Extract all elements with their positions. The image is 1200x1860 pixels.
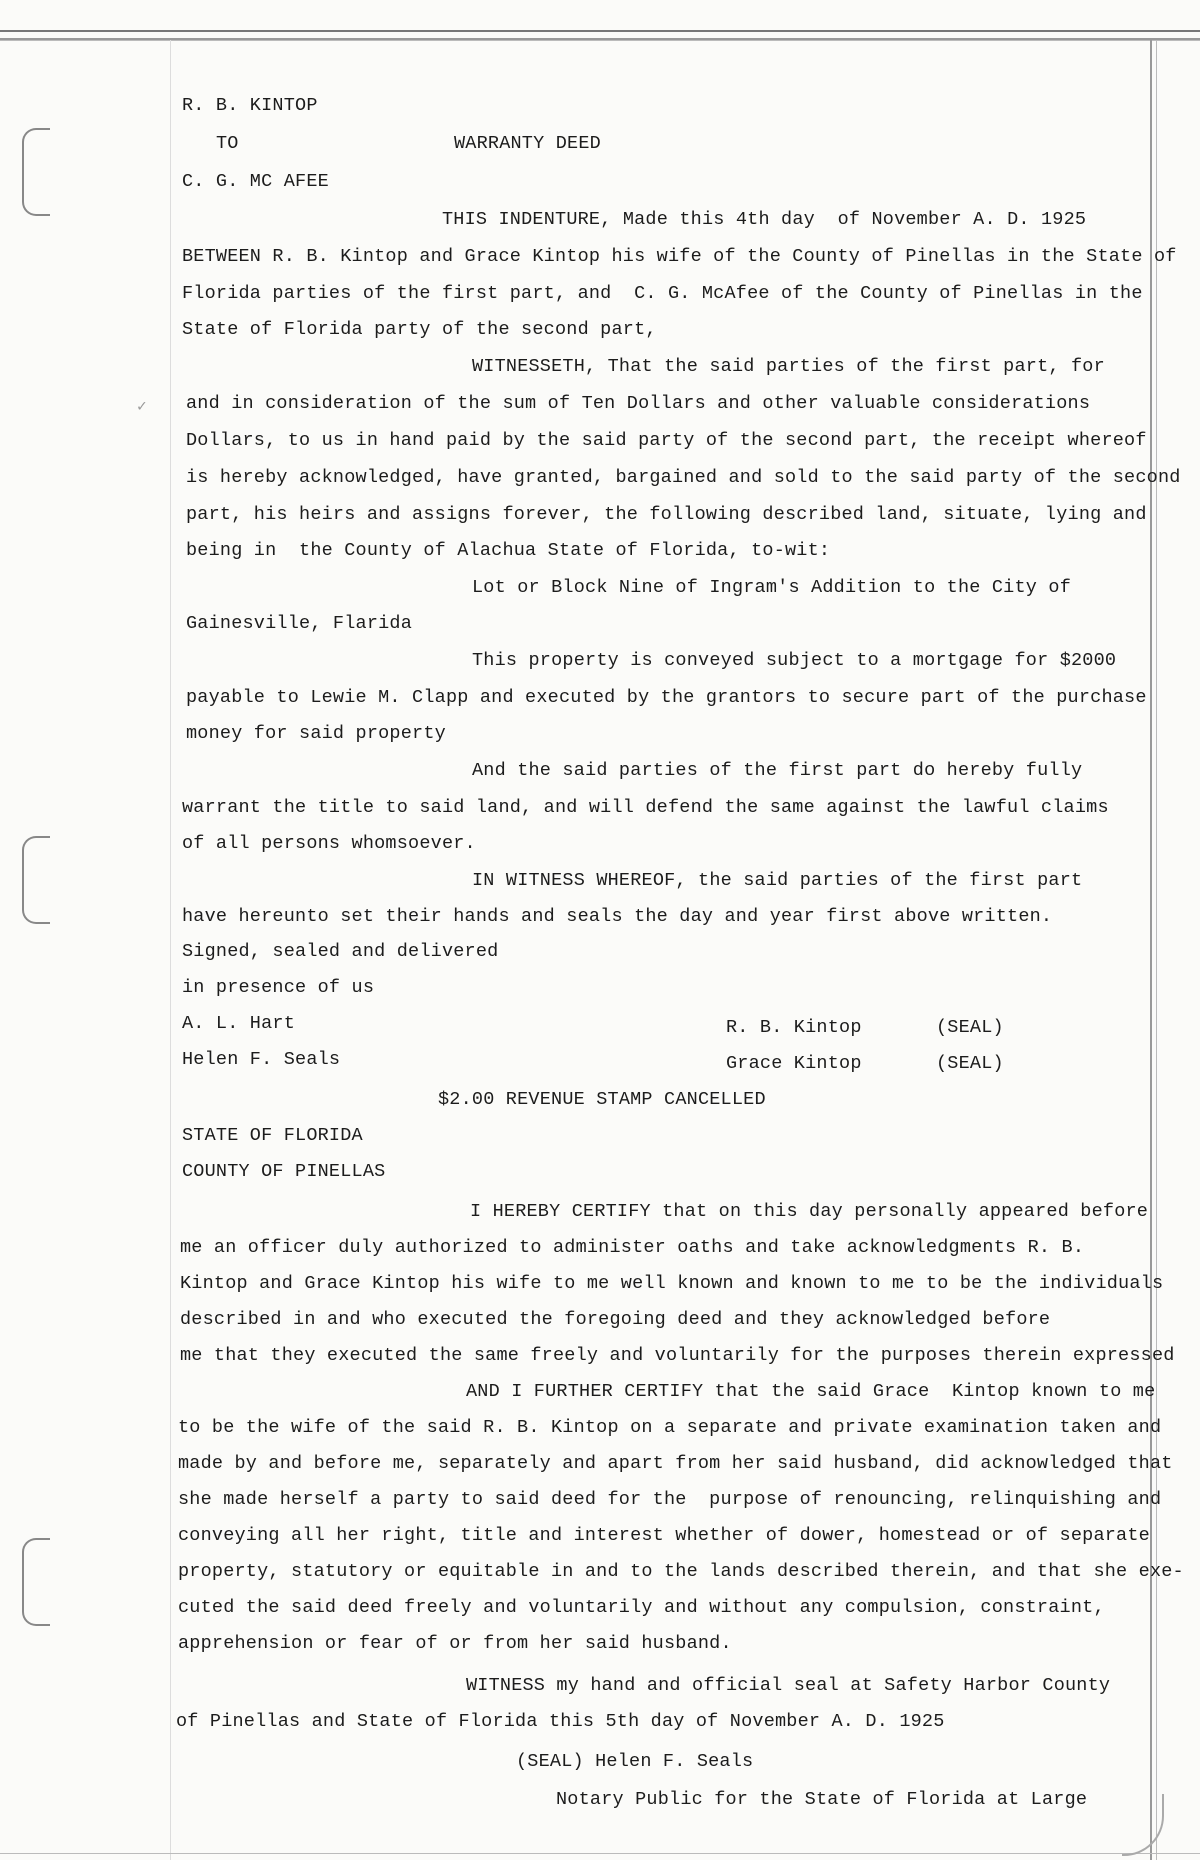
body-line: is hereby acknowledged, have granted, bargained and sold to the said party of the second: [186, 467, 1181, 488]
body-line: money for said property: [186, 723, 446, 744]
legal-description: Gainesville, Flarida: [186, 613, 413, 634]
body-line: Dollars, to us in hand paid by the said party of the second part, the receipt whereof: [186, 430, 1147, 451]
seal-label: (SEAL): [936, 1053, 1004, 1074]
document-title: WARRANTY DEED: [454, 133, 601, 154]
acknowledgment-line: made by and before me, separately and apart from her said husband, did acknowledged that: [178, 1453, 1173, 1474]
top-border-rule-thin: [0, 40, 1200, 41]
legal-description: Lot or Block Nine of Ingram's Addition to the City of: [472, 577, 1071, 598]
right-margin-rule-thin: [1156, 40, 1157, 1860]
body-line: State of Florida party of the second part,: [182, 319, 657, 340]
body-line: IN WITNESS WHEREOF, the said parties of the first part: [472, 870, 1083, 891]
acknowledgment-line: me an officer duly authorized to administer oaths and take acknowledgments R. B.: [180, 1237, 1085, 1258]
body-line: BETWEEN R. B. Kintop and Grace Kintop his wife of the County of Pinellas in the State of: [182, 246, 1177, 267]
bottom-border-rule: [0, 1853, 1200, 1854]
margin-check-mark-icon: ✓: [137, 398, 147, 416]
acknowledgment-line: conveying all her right, title and interest whether of dower, homestead or of separate: [178, 1525, 1150, 1546]
notary-witness-line: of Pinellas and State of Florida this 5th day of November A. D. 1925: [176, 1711, 945, 1732]
body-line: THIS INDENTURE, Made this 4th day of November A. D. 1925: [442, 209, 1087, 230]
binder-hole-icon: [22, 128, 50, 216]
acknowledgment-line: apprehension or fear of or from her said husband.: [178, 1633, 732, 1654]
grantor-name: R. B. KINTOP: [182, 95, 318, 116]
right-margin-rule: [1150, 40, 1152, 1860]
body-line: WITNESSETH, That the said parties of the first part, for: [472, 356, 1105, 377]
body-line: This property is conveyed subject to a mortgage for $2000: [472, 650, 1117, 671]
acknowledgment-line: she made herself a party to said deed for the purpose of renouncing, relinquishing and: [178, 1489, 1162, 1510]
body-line: have hereunto set their hands and seals the day and year first above written.: [182, 906, 1053, 927]
body-line: in presence of us: [182, 977, 375, 998]
binder-hole-icon: [22, 1538, 50, 1626]
acknowledgment-line: AND I FURTHER CERTIFY that the said Grace Kintop known to me: [466, 1381, 1156, 1402]
venue-county: COUNTY OF PINELLAS: [182, 1161, 386, 1182]
page-corner-curl: [1122, 1794, 1164, 1856]
body-line: Florida parties of the first part, and C. G. McAfee of the County of Pinellas in the: [182, 283, 1143, 304]
notary-witness-line: WITNESS my hand and official seal at Safety Harbor County: [466, 1675, 1111, 1696]
acknowledgment-line: property, statutory or equitable in and to the lands described therein, and that she exe-: [178, 1561, 1184, 1582]
body-line: Signed, sealed and delivered: [182, 941, 499, 962]
acknowledgment-line: to be the wife of the said R. B. Kintop on a separate and private examination taken and: [178, 1417, 1162, 1438]
acknowledgment-line: cuted the said deed freely and voluntarily and without any compulsion, constraint,: [178, 1597, 1105, 1618]
to-label: TO: [216, 133, 239, 154]
acknowledgment-line: described in and who executed the foregoing deed and they acknowledged before: [180, 1309, 1051, 1330]
grantee-name: C. G. MC AFEE: [182, 171, 329, 192]
acknowledgment-line: me that they executed the same freely and voluntarily for the purposes therein expressed: [180, 1345, 1175, 1366]
venue-state: STATE OF FLORIDA: [182, 1125, 363, 1146]
acknowledgment-line: Kintop and Grace Kintop his wife to me well known and known to me to be the individuals: [180, 1273, 1164, 1294]
body-line: And the said parties of the first part do hereby fully: [472, 760, 1083, 781]
revenue-stamp-note: $2.00 REVENUE STAMP CANCELLED: [438, 1089, 766, 1110]
notary-signature: (SEAL) Helen F. Seals: [516, 1751, 754, 1772]
body-line: part, his heirs and assigns forever, the following described land, situate, lying and: [186, 504, 1147, 525]
body-line: and in consideration of the sum of Ten Dollars and other valuable considerations: [186, 393, 1091, 414]
body-line: being in the County of Alachua State of Florida, to-wit:: [186, 540, 831, 561]
witness-name: A. L. Hart: [182, 1013, 296, 1034]
notary-title: Notary Public for the State of Florida at Large: [556, 1789, 1088, 1810]
binder-hole-icon: [22, 836, 50, 924]
witness-name: Helen F. Seals: [182, 1049, 341, 1070]
seal-label: (SEAL): [936, 1017, 1004, 1038]
body-line: payable to Lewie M. Clapp and executed by the grantors to secure part of the purchase: [186, 687, 1147, 708]
left-margin-rule: [170, 40, 171, 1860]
signer-name: Grace Kintop: [726, 1053, 862, 1074]
body-line: of all persons whomsoever.: [182, 833, 476, 854]
top-border-rule: [0, 30, 1200, 40]
signer-name: R. B. Kintop: [726, 1017, 862, 1038]
acknowledgment-line: I HEREBY CERTIFY that on this day personally appeared before: [470, 1201, 1149, 1222]
body-line: warrant the title to said land, and will defend the same against the lawful claims: [182, 797, 1109, 818]
